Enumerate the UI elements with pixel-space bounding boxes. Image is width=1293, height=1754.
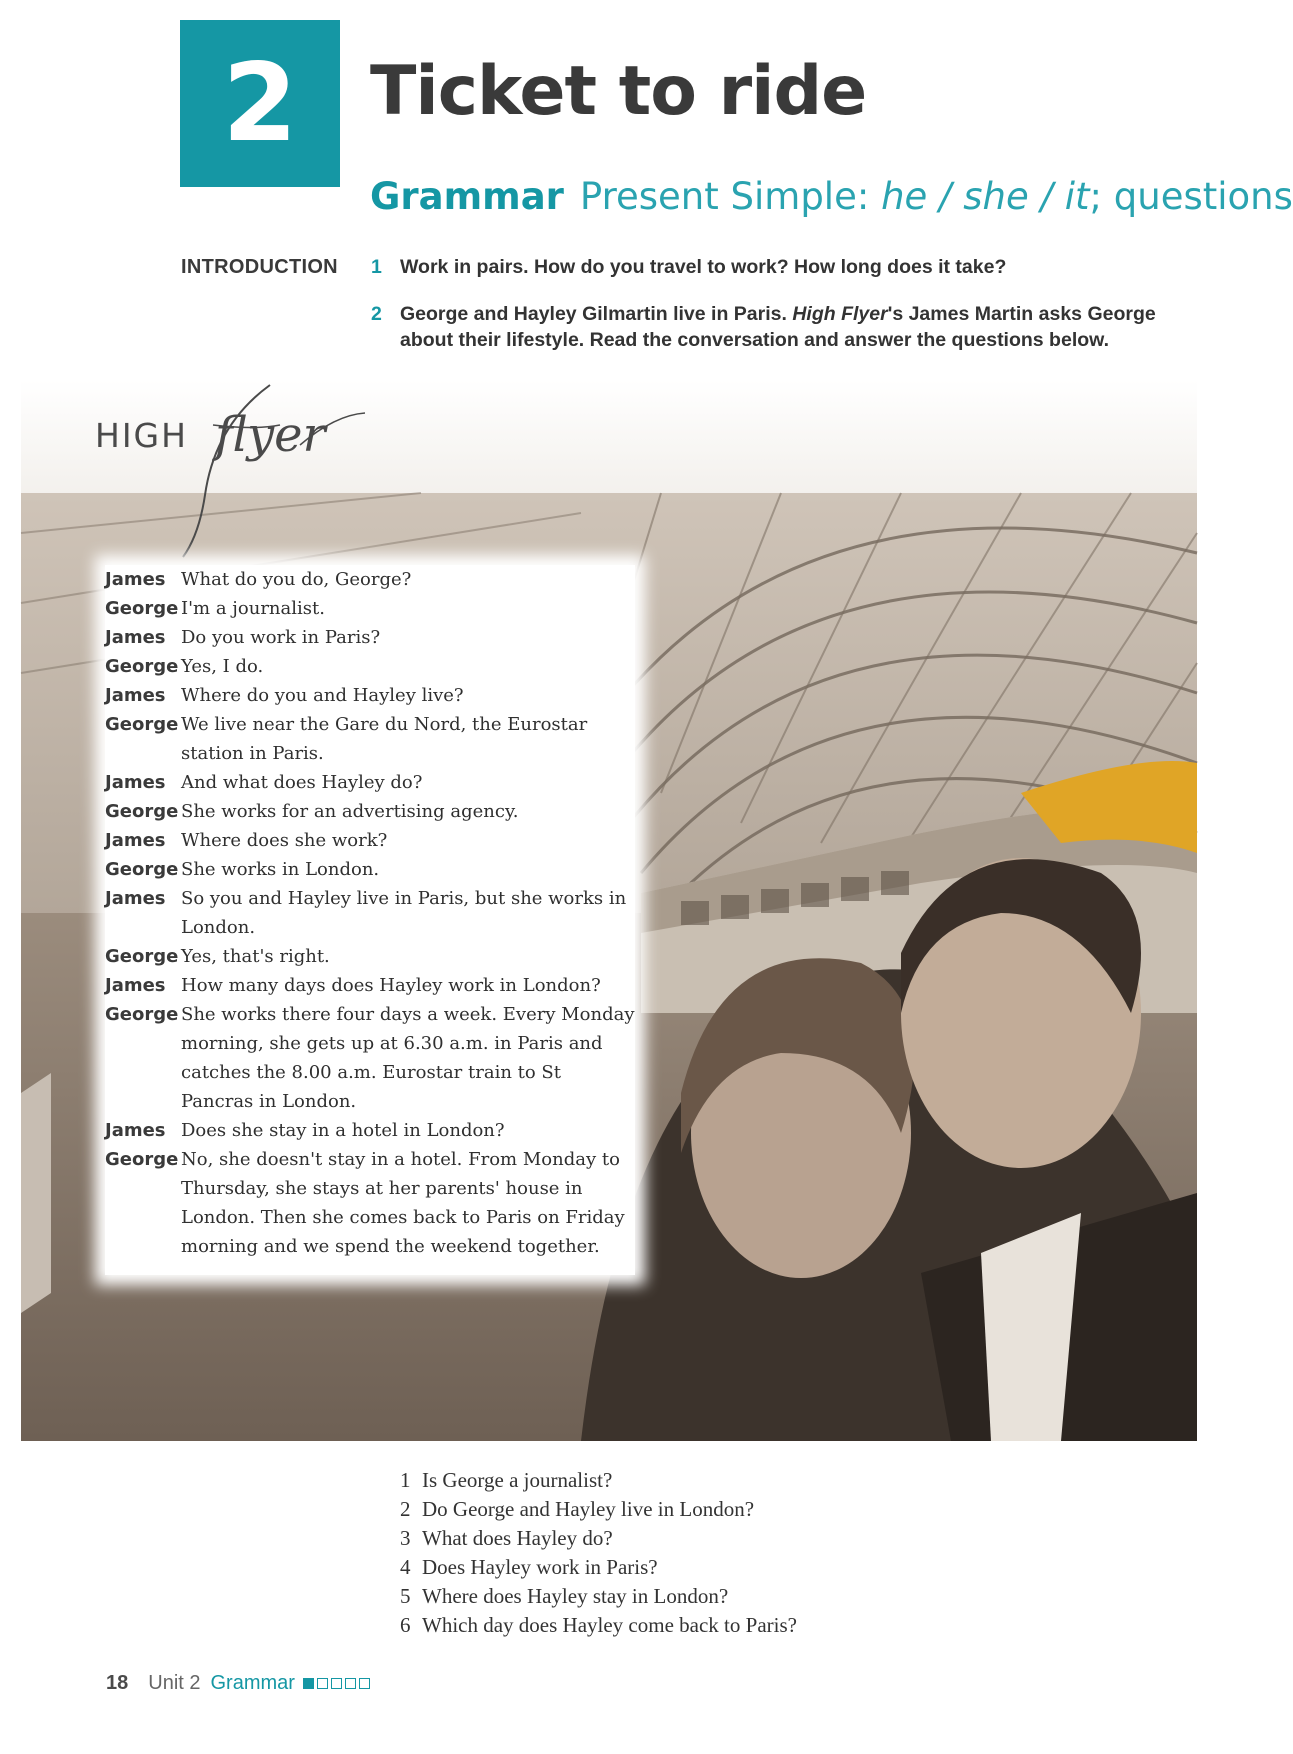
speaker: James xyxy=(105,569,166,590)
introduction-label: INTRODUCTION xyxy=(181,256,338,278)
speaker: James xyxy=(105,772,166,793)
speech: She works there four days a week. Every Monday morning, she gets up at 6.30 a.m. in Paris and catches the 8.00 a.m. Eurostar train to St Pancras in London. xyxy=(181,1004,635,1112)
speaker: George xyxy=(105,714,179,735)
footer-section: Grammar xyxy=(210,1672,295,1694)
question-number: 4 xyxy=(400,1555,411,1579)
progress-square xyxy=(303,1678,314,1689)
speech: She works in London. xyxy=(181,859,380,880)
speech: Yes, I do. xyxy=(181,656,264,677)
dialogue-line xyxy=(105,1000,635,1116)
question-item xyxy=(400,1466,1100,1495)
dialogue-panel xyxy=(105,565,635,1275)
task-number: 1 xyxy=(371,256,382,278)
question-text: Is George a journalist? xyxy=(422,1468,613,1492)
dialogue-line xyxy=(105,826,635,855)
dialogue-line xyxy=(105,565,635,594)
speech: No, she doesn't stay in a hotel. From Monday to Thursday, she stays at her parents' house in London. Then she comes back to Paris on Friday morning and we spend the weekend together. xyxy=(181,1149,625,1257)
speech: How many days does Hayley work in London? xyxy=(181,975,601,996)
question-item xyxy=(400,1582,1100,1611)
question-item xyxy=(400,1524,1100,1553)
dialogue-line xyxy=(105,797,635,826)
speech: Does she stay in a hotel in London? xyxy=(181,1120,505,1141)
question-number: 3 xyxy=(400,1526,411,1550)
speech: So you and Hayley live in Paris, but she works in London. xyxy=(181,888,627,938)
dialogue-line xyxy=(105,971,635,1000)
speaker: James xyxy=(105,888,166,909)
progress-square xyxy=(317,1678,328,1689)
question-number: 2 xyxy=(400,1497,411,1521)
task-text-b: 's James Martin asks George about their lifestyle. Read the conversation and answer the questions below. xyxy=(400,303,1156,351)
speaker: George xyxy=(105,598,179,619)
svg-text:flyer: flyer xyxy=(215,407,326,463)
speaker: James xyxy=(105,627,166,648)
progress-square xyxy=(359,1678,370,1689)
question-text: Which day does Hayley come back to Paris? xyxy=(422,1613,797,1637)
speech: Where do you and Hayley live? xyxy=(181,685,464,706)
speaker: James xyxy=(105,830,166,851)
task-text-italic: High Flyer xyxy=(792,303,888,325)
task-number: 2 xyxy=(371,303,382,325)
unit-number-box xyxy=(180,20,340,187)
section-topic-tail: ; questions xyxy=(1089,175,1293,218)
section-progress-indicator xyxy=(303,1672,373,1695)
unit-title: Ticket to ride xyxy=(370,52,867,131)
task-2 xyxy=(371,301,1171,353)
section-name: Grammar xyxy=(370,175,564,218)
footer-unit: Unit 2 xyxy=(148,1672,201,1694)
speaker: James xyxy=(105,685,166,706)
dialogue-line xyxy=(105,681,635,710)
dialogue-line xyxy=(105,594,635,623)
task-1 xyxy=(371,254,1171,280)
dialogue-line xyxy=(105,855,635,884)
progress-square xyxy=(331,1678,342,1689)
speech: I'm a journalist. xyxy=(181,598,325,619)
question-text: Where does Hayley stay in London? xyxy=(422,1584,729,1608)
speaker: George xyxy=(105,1149,179,1170)
dialogue-line xyxy=(105,1116,635,1145)
progress-square xyxy=(345,1678,356,1689)
speaker: George xyxy=(105,946,179,967)
section-subtitle xyxy=(370,175,1293,218)
dialogue-line xyxy=(105,942,635,971)
speech: And what does Hayley do? xyxy=(181,772,423,793)
dialogue-line xyxy=(105,768,635,797)
dialogue-line xyxy=(105,1145,635,1261)
dialogue-line xyxy=(105,710,635,768)
speaker: George xyxy=(105,859,179,880)
comprehension-questions xyxy=(400,1466,1100,1640)
question-number: 1 xyxy=(400,1468,411,1492)
task-text xyxy=(400,301,1171,353)
question-item xyxy=(400,1553,1100,1582)
page-footer xyxy=(106,1672,373,1695)
section-topic-italic: he / she / it xyxy=(881,175,1090,218)
question-text: Do George and Hayley live in London? xyxy=(422,1497,755,1521)
task-text: Work in pairs. How do you travel to work? How long does it take? xyxy=(400,256,1007,278)
speech: Do you work in Paris? xyxy=(181,627,381,648)
speaker: James xyxy=(105,975,166,996)
page-number: 18 xyxy=(106,1672,129,1694)
question-text: What does Hayley do? xyxy=(422,1526,613,1550)
speaker: George xyxy=(105,801,179,822)
dialogue-line xyxy=(105,652,635,681)
question-number: 5 xyxy=(400,1584,411,1608)
speech: What do you do, George? xyxy=(181,569,412,590)
speech: Yes, that's right. xyxy=(181,946,330,967)
section-topic-lead: Present Simple: xyxy=(579,175,882,218)
dialogue-line xyxy=(105,884,635,942)
question-item xyxy=(400,1495,1100,1524)
speech: We live near the Gare du Nord, the Eurostar station in Paris. xyxy=(181,714,588,764)
speech: Where does she work? xyxy=(181,830,388,851)
speech: She works for an advertising agency. xyxy=(181,801,519,822)
dialogue-line xyxy=(105,623,635,652)
question-item xyxy=(400,1611,1100,1640)
high-flyer-logo xyxy=(95,385,365,560)
svg-text:HIGH: HIGH xyxy=(95,416,188,455)
speaker: George xyxy=(105,1004,179,1025)
speaker: George xyxy=(105,656,179,677)
question-text: Does Hayley work in Paris? xyxy=(422,1555,658,1579)
task-text-a: George and Hayley Gilmartin live in Paris. xyxy=(400,303,793,325)
unit-number: 2 xyxy=(222,41,298,166)
speaker: James xyxy=(105,1120,166,1141)
question-number: 6 xyxy=(400,1613,411,1637)
